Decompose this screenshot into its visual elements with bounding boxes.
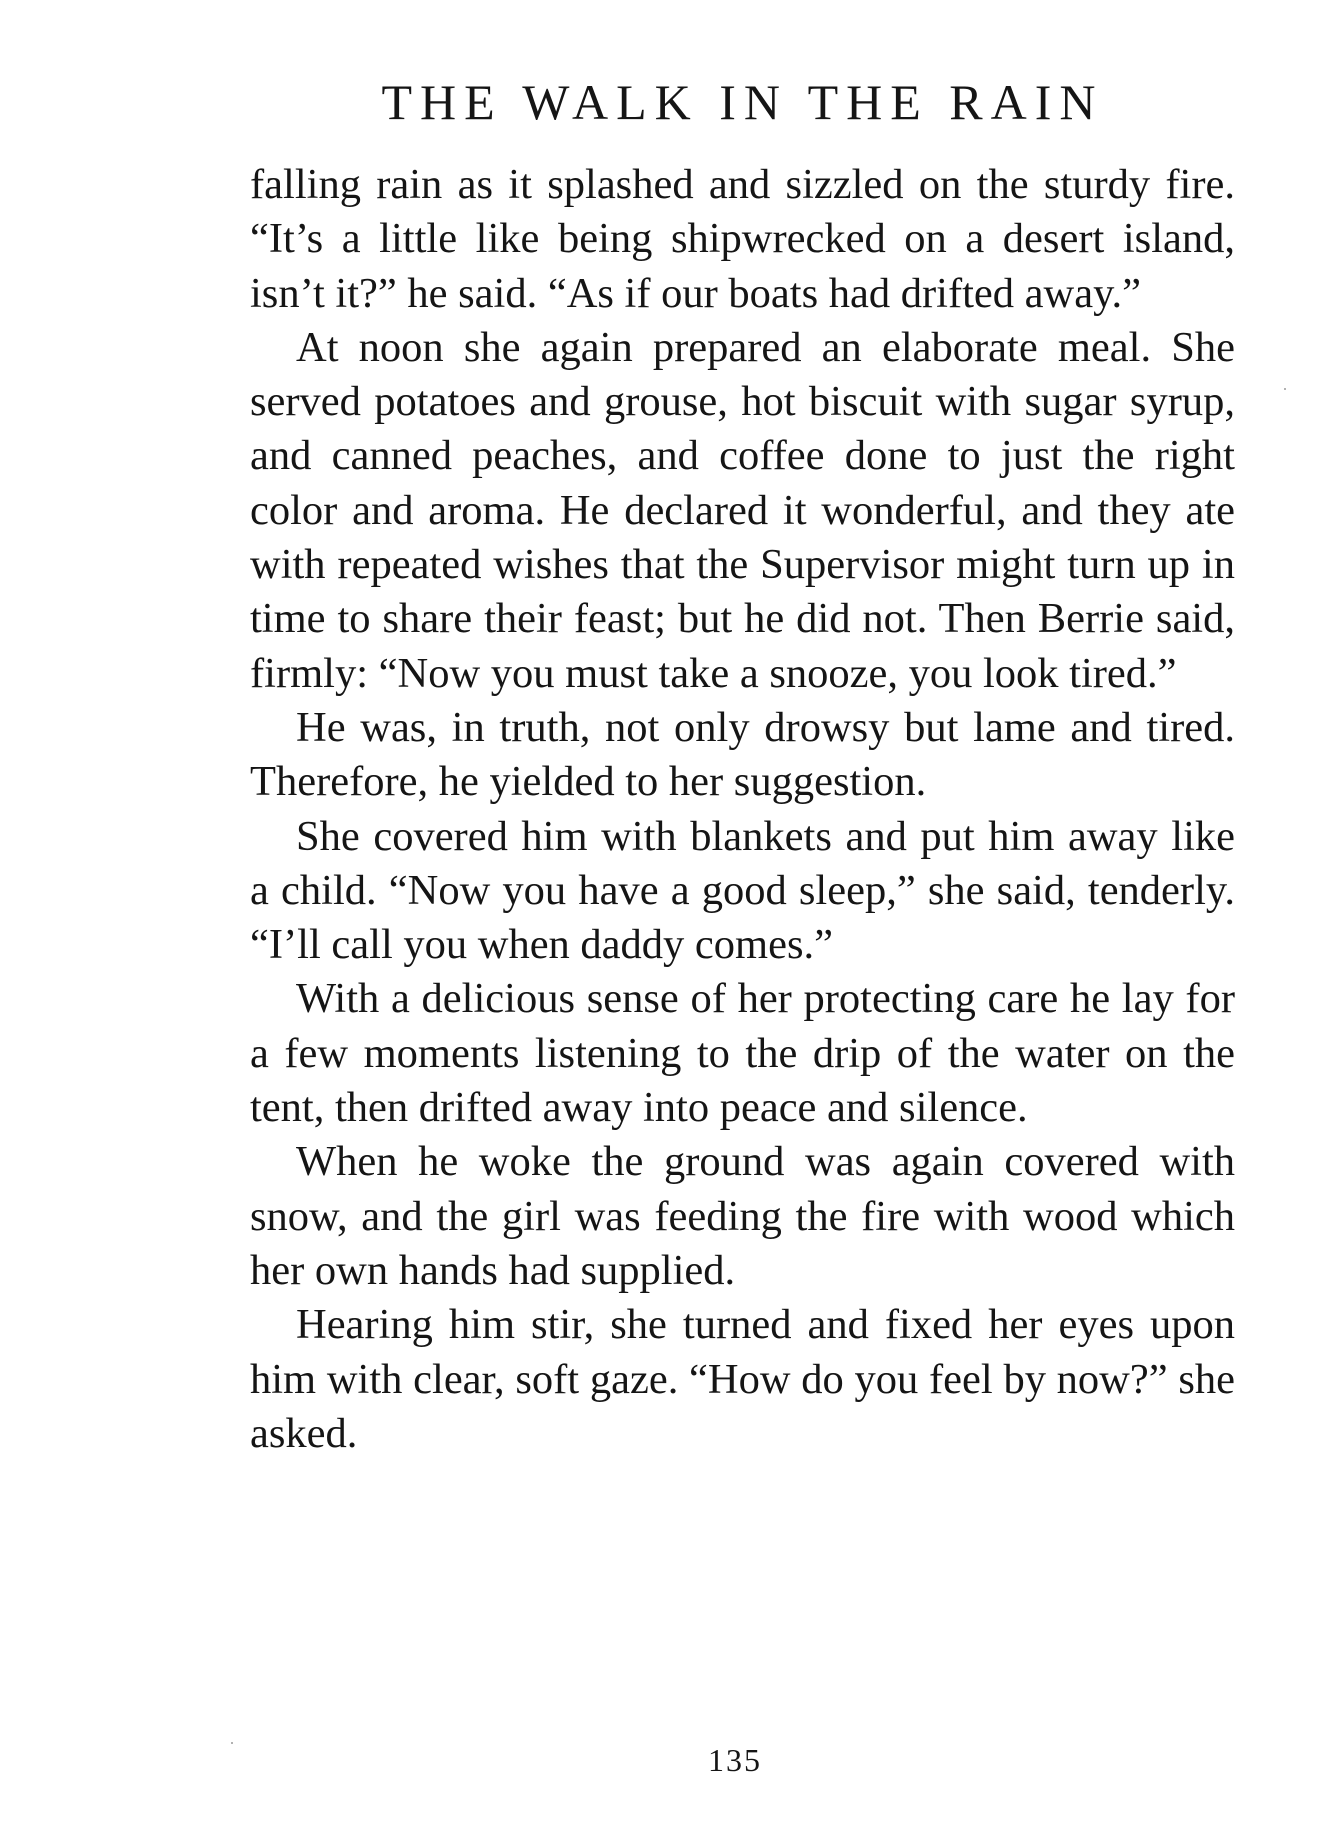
page-number: 135 <box>708 1742 762 1778</box>
paper-speck <box>231 1742 233 1744</box>
paper-speck <box>1284 388 1286 390</box>
paragraph: With a delicious sense of her protecting care he lay for a few moments listening to the drip of the water on the tent, then drifted away into peace and silence. <box>250 975 1235 1132</box>
paragraph: When he woke the ground was again covered with snow, and the girl was feeding the fire with wood which her own hands had supplied. <box>250 1138 1235 1294</box>
paragraph: At noon she again prepared an elaborate meal. She served potatoes and grouse, hot biscuit with sugar syrup, and canned peaches, and coffee done to just the right color and aroma. He declared it wonderful, and they ate with repeated wishes that the Supervisor might turn up in time to share their feast; but he did not. Then Berrie said, firmly: “Now you must take a snooze, you look tired.” <box>250 323 1235 697</box>
running-head: THE WALK IN THE RAIN <box>381 74 1104 130</box>
paragraph: She covered him with blankets and put him away like a child. “Now you have a good sleep,” she said, tenderly. “I’ll call you when daddy comes.” <box>250 812 1235 969</box>
paragraph: He was, in truth, not only drowsy but lame and tired. Therefore, he yielded to her suggestion. <box>250 703 1235 806</box>
paragraph: Hearing him stir, she turned and fixed her eyes upon him with clear, soft gaze. “How do you feel by now?” she asked. <box>250 1301 1235 1457</box>
paragraph: falling rain as it splashed and sizzled on the sturdy fire. “It’s a little like being shipwrecked on a desert island, isn’t it?” he said. “As if our boats had drifted away.” <box>250 161 1235 317</box>
body-text <box>250 158 1235 1461</box>
